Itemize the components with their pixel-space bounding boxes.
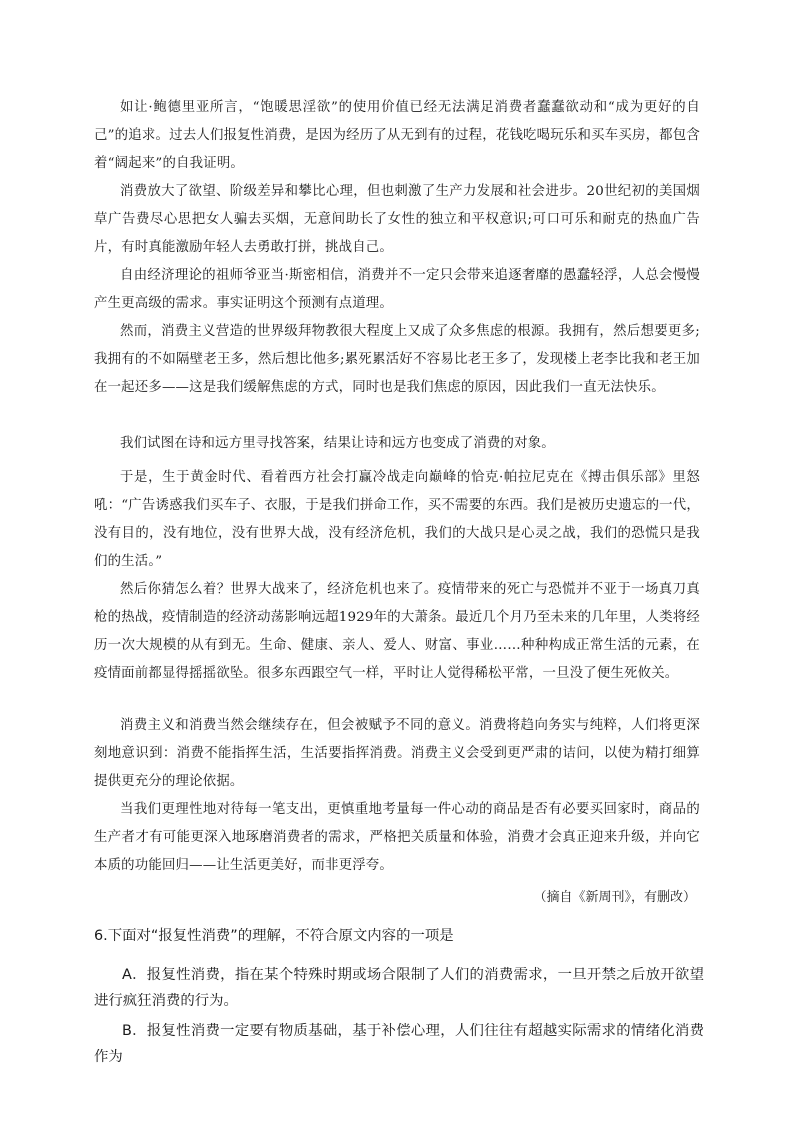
question-option-b: B．报复性消费一定要有物质基础，基于补偿心理，人们往往有超越实际需求的情绪化消费作为 xyxy=(94,1023,704,1065)
article-paragraph-2: 消费放大了欲望、阶级差异和攀比心理，但也刺激了生产力发展和社会进步。20世纪初的美国烟草广告费尽心思把女人骗去买烟，无意间助长了女性的独立和平权意识;可口可乐和耐克的热血广告片，有时真能激励年轻人去勇敢打拼，挑战自己。 xyxy=(94,184,700,255)
article-paragraph-6: 于是，生于黄金时代、看着西方社会打赢冷战走向巅峰的恰克·帕拉尼克在《搏击俱乐部》里怒吼：“广告诱惑我们买车子、衣服，于是我们拼命工作，买不需要的东西。我们是被历史遗忘的一代，没有目的，没有地位，没有世界大战，没有经济危机，我们的大战只是心灵之战，我们的恐慌只是我们的生活。” xyxy=(94,470,700,569)
article-paragraph-8: 消费主义和消费当然会继续存在，但会被赋予不同的意义。消费将趋向务实与纯粹，人们将更深刻地意识到：消费不能指挥生活，生活要指挥消费。消费主义会受到更严肃的诘问，以使为精打细算提供更充分的理论依据。 xyxy=(94,718,700,789)
article-paragraph-4: 然而，消费主义营造的世界级拜物教很大程度上又成了众多焦虑的根源。我拥有，然后想要更多;我拥有的不如隔壁老王多，然后想比他多;累死累活好不容易比老王多了，发现楼上老李比我和老王加在一起还多——这是我们缓解焦虑的方式，同时也是我们焦虑的原因，因此我们一直无法快乐。 xyxy=(94,324,700,395)
article-paragraph-9: 当我们更理性地对待每一笔支出，更慎重地考量每一件心动的商品是否有必要买回家时，商品的生产者才有可能更深入地琢磨消费者的需求，严格把关质量和体验，消费才会真正迎来升级，并向它本质的功能回归——让生活更美好，而非更浮夸。 xyxy=(94,802,700,873)
article-paragraph-3: 自由经济理论的祖师爷亚当·斯密相信，消费并不一定只会带来追逐奢靡的愚蠢轻浮，人总会慢慢产生更高级的需求。事实证明这个预测有点道理。 xyxy=(94,268,700,311)
article-paragraph-5: 我们试图在诗和远方里寻找答案，结果让诗和远方也变成了消费的对象。 xyxy=(120,436,555,451)
article-paragraph-1: 如让·鲍德里亚所言，“饱暖思淫欲”的使用价值已经无法满足消费者蠢蠢欲动和“成为更好的自己”的追求。过去人们报复性消费，是因为经历了从无到有的过程，花钱吃喝玩乐和买车买房，都包含着“阔起来”的自我证明。 xyxy=(94,100,700,171)
article-paragraph-7: 然后你猜怎么着？世界大战来了，经济危机也来了。疫情带来的死亡与恐慌并不亚于一场真刀真枪的热战，疫情制造的经济动荡影响远超1929年的大萧条。最近几个月乃至未来的几年里，人类将经历一次大规模的从有到无。生命、健康、亲人、爱人、财富、事业……种种构成正常生活的元素，在疫情面前都显得摇摇欲坠。很多东西跟空气一样，平时让人觉得稀松平常，一旦没了便生死攸关。 xyxy=(94,582,700,681)
source-note: （摘自《新周刊》，有删改） xyxy=(533,890,696,905)
question-stem: 6.下面对“报复性消费”的理解，不符合原文内容的一项是 xyxy=(94,928,454,944)
question-option-a: A．报复性消费，指在某个特殊时期或场合限制了人们的消费需求，一旦开禁之后放开欲望进行疯狂消费的行为。 xyxy=(94,967,704,1009)
